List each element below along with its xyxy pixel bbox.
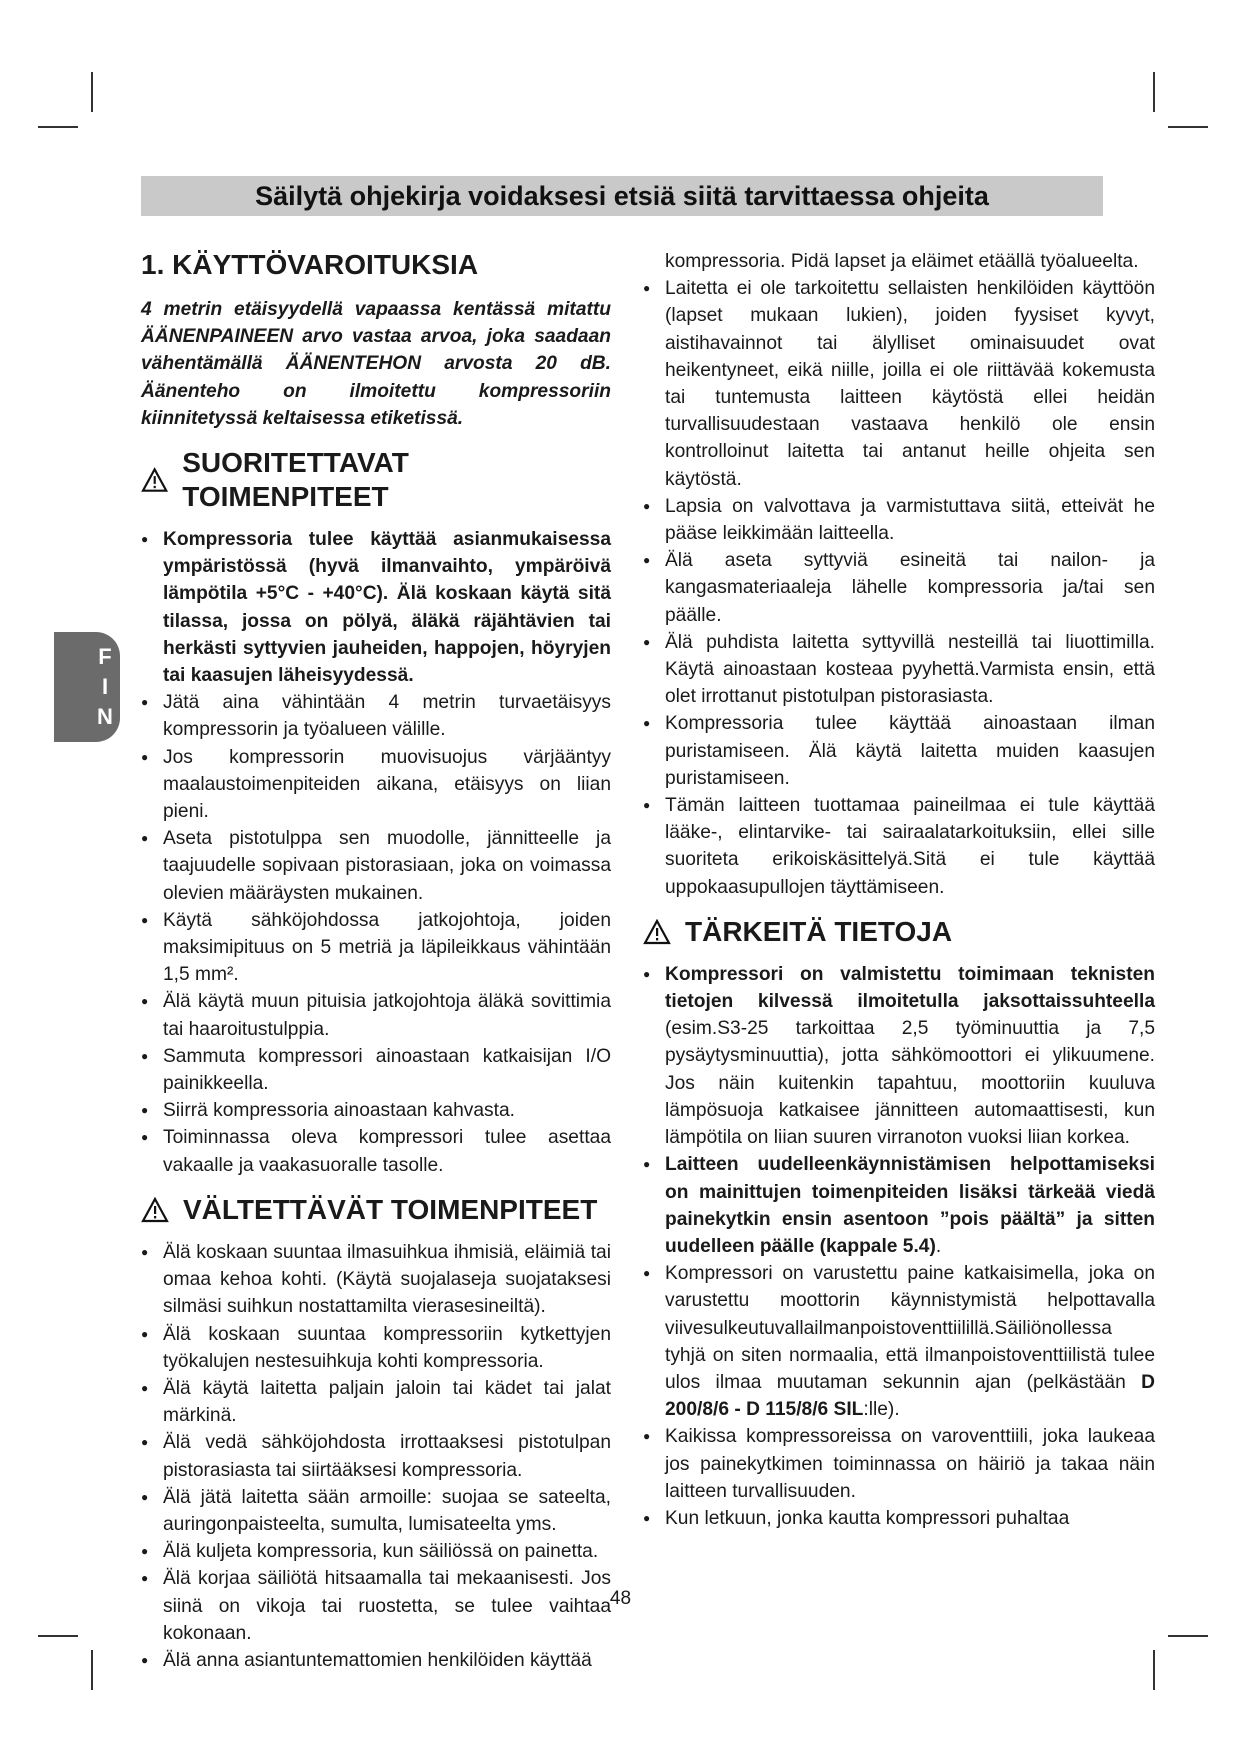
list-item-text: (esim.S3-25 tarkoittaa 2,5 työminuuttia ja 7,5 pysäytysminuuttia), jotta sähkömoottori ei ylikuumene. Jos näin kuitenkin tapahtuu, moottoriin kuuluva lämpösuoja katkaisee jännitteen automaattisesti, kun lämpötila on liian suuren virranoton vuoksi liian korkea. [665,1018,1155,1149]
list-item: ● Älä käytä muun pituisia jatkojohtoja äläkä sovittimia tai haaroitustulppia. [141,988,611,1042]
list-item: ● Siirrä kompressoria ainoastaan kahvasta. [141,1097,611,1124]
section3-heading [643,915,1155,949]
list-item: ● Kompressoria tulee käyttää ainoastaan ilman puristamiseen. Älä käytä laitetta muiden kaasujen puristamiseen. [643,710,1155,792]
crop-mark [91,1650,93,1690]
warning-icon [141,1197,169,1223]
crop-mark [91,72,93,112]
tab-letter: N [97,704,113,729]
list-item: ● Jos kompressorin muovisuojus värjääntyy maalaustoimenpiteiden aikana, etäisyys on liian pieni. [141,744,611,826]
list-item-text: Kompressori on varustettu paine katkaisimella, joka on varustettu moottorin käynnistymistä helpottavalla viivesulkeutuvallailmanpoistoventtiilillä.Säiliönollessa tyhjä on siten normaalia, että ilmanpoistoventtiilistä tulee ulos ilmaa muutaman sekunnin ajan (pelkästään [665,1263,1155,1393]
list-item: ● Kaikissa kompressoreissa on varoventtiili, joka laukeaa jos painekytkimen toiminnassa on häiriö ja takaa näin laitteen turvallisuuden. [643,1423,1155,1505]
intro-paragraph: 4 metrin etäisyydellä vapaassa kentässä mitattu ÄÄNENPAINEEN arvo vastaa arvoa, joka saadaan vähentämällä ÄÄNENTEHON arvosta 20 dB. Äänenteho on ilmoitettu kompressoriin kiinnitetyssä keltaisessa etiketissä. [141,299,611,429]
section2-heading [141,1193,611,1227]
list-item-bold: D 200/8/6 - D 115/8/6 SIL [665,1371,1155,1421]
section3-title: TÄRKEITÄ TIETOJA [685,915,953,947]
continuation-text: kompressoria. Pidä lapset ja eläimet etäällä työalueelta. [665,251,1139,272]
list-item: ● Sammuta kompressori ainoastaan katkaisijan I/O painikkeella. [141,1043,611,1097]
list-item [643,961,1155,1151]
list-item [643,1260,1155,1423]
list-item: ● Älä korjaa säiliötä hitsaamalla tai mekaanisesti. Jos siinä on vikoja tai ruostetta, se tulee vaihtaa kokonaan. [141,1565,611,1647]
crop-mark [38,1635,78,1637]
list-item: ● Älä vedä sähköjohdosta irrottaaksesi pistotulpan pistorasiasta tai siirtääksesi kompressoria. [141,1429,611,1483]
section-heading: 1. KÄYTTÖVAROITUKSIA [141,249,479,280]
section1-title: SUORITETTAVAT TOIMENPITEET [182,447,409,513]
crop-mark [38,126,78,128]
list-item-bold: Kompressori on valmistettu toimimaan teknisten tietojen kilvessä ilmoitetulla jaksottaissuhteella [665,963,1155,1013]
crop-mark [1153,72,1155,112]
list-item: ● Kompressoria tulee käyttää asianmukaisessa ympäristössä (hyvä ilmanvaihto, ympäröivä lämpötila +5°C - +40°C). Älä koskaan käytä sitä tilassa, jossa on pölyä, äläkä räjähtävien tai herkästi syttyvien jauheiden, happojen, höyryjen tai kaasujen läheisyydessä. [141,526,611,689]
list-item: ● Älä koskaan suuntaa kompressoriin kytkettyjen työkalujen nestesuihkuja kohti kompressoria. [141,1321,611,1375]
list-item: ● Älä kuljeta kompressoria, kun säiliössä on painetta. [141,1538,611,1565]
list-item: ● Tämän laitteen tuottamaa paineilmaa ei tule käyttää lääke-, elintarvike- tai sairaalatarkoituksiin, ellei sille suoriteta erikoiskäsittelyä.Sitä ei tule käyttää uppokaasupullojen täyttämiseen. [643,792,1155,901]
list-item: ● Jätä aina vähintään 4 metrin turvaetäisyys kompressorin ja työalueen välille. [141,689,611,743]
section1-heading [141,446,611,514]
page-number: 48 [609,1588,632,1609]
right-column [643,248,1155,1532]
tab-letter: I [101,674,109,699]
list-item [643,1151,1155,1260]
list-item: ● Käytä sähköjohdossa jatkojohtoja, joiden maksimipituus on 5 metriä ja läpileikkaus vähintään 1,5 mm². [141,907,611,989]
list-item: ● Kun letkuun, jonka kautta kompressori puhaltaa [643,1505,1155,1532]
list-item: ● Älä anna asiantuntemattomien henkilöiden käyttää [141,1647,611,1674]
list-item-bold: Laitteen uudelleenkäynnistämisen helpottamiseksi on mainittujen toimenpiteiden lisäksi tärkeää viedä painekytkin ensin asentoon ”pois päältä” ja sitten uudelleen päälle (kappale 5.4) [665,1154,1155,1257]
list-item: ● Älä käytä laitetta paljain jaloin tai kädet tai jalat märkinä. [141,1375,611,1429]
left-column [141,248,611,1674]
language-tab-label [90,642,120,732]
section1-list [141,526,611,1179]
list-item: ● Älä koskaan suuntaa ilmasuihkua ihmisiä, eläimiä tai omaa kehoa kohti. (Käytä suojalaseja suojataksesi silmäsi suihkun nostattamilta vierasesineiltä). [141,1239,611,1321]
list-item: ● Toiminnassa oleva kompressori tulee asettaa vakaalle ja vaakasuoralle tasolle. [141,1124,611,1178]
section3-list [643,961,1155,1532]
list-item: ● Älä puhdista laitetta syttyvillä nesteillä tai liuottimilla. Käytä ainoastaan kosteaa pyyhettä.Varmista ensin, että olet irrottanut pistotulpan pistorasiasta. [643,629,1155,711]
list-item: ● Laitetta ei ole tarkoitettu sellaisten henkilöiden käyttöön (lapset mukaan lukien), joiden fyysiset kyvyt, aistihavainnot tai älylliset ominaisuudet ovat heikentyneet, eikä niille, joilla ei ole riittävää kokemusta tai tuntemusta laitteen käytöstä ellei heidän turvallisuudestaan vastaava henkilö ole ensin kontrolloinut laitetta tai antanut heille ohjeita sen käytöstä. [643,275,1155,493]
section2-title: VÄLTETTÄVÄT TOIMENPITEET [183,1193,598,1225]
page-banner: Säilytä ohjekirja voidaksesi etsiä siitä tarvittaessa ohjeita [141,176,1103,216]
warning-icon [643,919,671,945]
right-list [643,275,1155,901]
list-item: ● Lapsia on valvottava ja varmistuttava siitä, etteivät he pääse leikkimään laitteella. [643,493,1155,547]
list-item: ● Älä jätä laitetta sään armoille: suojaa se sateelta, auringonpaisteelta, sumulta, lumisateelta yms. [141,1484,611,1538]
crop-mark [1168,126,1208,128]
crop-mark [1153,1650,1155,1690]
tab-letter: F [98,644,112,669]
list-item: ● Älä aseta syttyviä esineitä tai nailon- ja kangasmateriaaleja lähelle kompressoria ja/tai sen päälle. [643,547,1155,629]
list-item-text: :lle). [863,1399,900,1421]
warning-icon [141,467,168,493]
list-item-text: . [935,1235,942,1257]
crop-mark [1168,1635,1208,1637]
list-item: ● Aseta pistotulppa sen muodolle, jännitteelle ja taajuudelle sopivaan pistorasiaan, joka on voimassa olevien määräysten mukainen. [141,825,611,907]
